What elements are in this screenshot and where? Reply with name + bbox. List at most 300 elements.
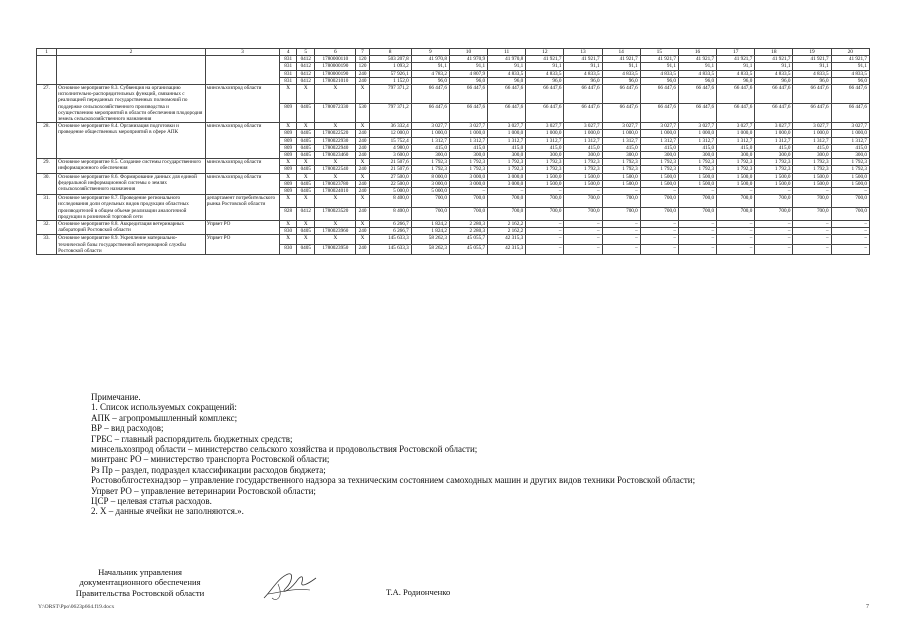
activity-name: Основное мероприятие 8.5. Создание системы государственного информационного обеспечения xyxy=(57,159,206,173)
table-cell: X xyxy=(356,173,369,180)
table-cell: 3 000,0 xyxy=(488,180,526,187)
table-cell: 809 xyxy=(280,180,297,187)
table-cell: 1780023520 xyxy=(315,208,356,221)
table-cell: 96,0 xyxy=(755,77,793,84)
table-cell: 66 447,6 xyxy=(640,104,678,123)
table-cell: 12 000,0 xyxy=(369,130,411,137)
table-cell: 700,0 xyxy=(755,208,793,221)
table-cell: 91,1 xyxy=(678,63,716,70)
budget-table-container xyxy=(36,48,870,255)
table-cell: – xyxy=(755,221,793,228)
table-cell: 1 312,7 xyxy=(526,137,564,144)
row-number: 29. xyxy=(37,159,57,173)
table-cell: X xyxy=(297,159,315,166)
table-cell: 300,0 xyxy=(488,152,526,159)
table-cell: 300,0 xyxy=(717,152,755,159)
activity-name: Основное мероприятие 8.4. Организация подготовки и проведение общественных мероприятий в сфере АПК xyxy=(57,123,206,159)
handwritten-signature xyxy=(258,568,322,604)
executor-name: Упрвет РО xyxy=(205,221,279,235)
table-cell: 415,0 xyxy=(755,144,793,151)
table-cell: X xyxy=(356,123,369,130)
table-cell: 42 315,3 xyxy=(488,245,526,255)
table-cell: 66 447,6 xyxy=(793,104,831,123)
table-cell: 96,0 xyxy=(678,77,716,84)
table-cell: – xyxy=(526,188,564,195)
header-cell: 19 xyxy=(793,49,831,56)
table-cell: 1 312,7 xyxy=(602,137,640,144)
table-cell: – xyxy=(717,221,755,228)
table-cell: X xyxy=(356,85,369,104)
table-cell: 1 792,3 xyxy=(793,166,831,173)
table-cell: 415,0 xyxy=(717,144,755,151)
table-cell: 96,0 xyxy=(793,77,831,84)
table-cell: 1780072330 xyxy=(315,104,356,123)
header-cell: 9 xyxy=(411,49,449,56)
table-cell: 120 xyxy=(356,63,369,70)
table-cell: 66 447,6 xyxy=(564,85,602,104)
header-row xyxy=(37,49,870,56)
table-cell: X xyxy=(315,235,356,245)
table-cell: 240 xyxy=(356,188,369,195)
table-row xyxy=(37,173,870,180)
table-cell: 2 280,3 xyxy=(449,228,487,235)
table-cell: 240 xyxy=(356,166,369,173)
table-cell: – xyxy=(564,228,602,235)
table-cell: – xyxy=(526,228,564,235)
signature-title xyxy=(60,567,220,598)
table-row xyxy=(37,221,870,228)
table-cell: 300,0 xyxy=(831,152,869,159)
table-cell: 1 312,7 xyxy=(678,137,716,144)
table-cell: 4 833,5 xyxy=(755,70,793,77)
table-cell: 1 500,0 xyxy=(602,173,640,180)
table-cell: 3 027,7 xyxy=(449,123,487,130)
table-cell: 41 970,8 xyxy=(411,56,449,63)
table-cell: 300,0 xyxy=(602,152,640,159)
table-cell: 3 027,7 xyxy=(793,123,831,130)
table-cell: 91,1 xyxy=(793,63,831,70)
table-cell: X xyxy=(280,159,297,166)
table-cell: 41 921,7 xyxy=(717,56,755,63)
table-cell: 66 447,6 xyxy=(755,104,793,123)
table-cell: 240 xyxy=(356,180,369,187)
note-line: Упрвет РО – управление ветеринарии Ростовской области; xyxy=(91,485,316,496)
table-cell: 1 000,0 xyxy=(831,130,869,137)
table-cell: 830 xyxy=(280,245,297,255)
activity-name: Основное мероприятие 8.8. Аккредитация ветеринарных лабораторий Ростовской области xyxy=(57,221,206,235)
header-cell: 1 xyxy=(37,49,57,56)
table-cell: 4 833,5 xyxy=(488,70,526,77)
table-cell: 5 000,0 xyxy=(369,188,411,195)
table-cell: 1780022520 xyxy=(315,130,356,137)
table-cell: 1 500,0 xyxy=(831,180,869,187)
table-cell: 0405 xyxy=(297,130,315,137)
table-cell: 0405 xyxy=(297,228,315,235)
note-line: 2. Х – данные ячейки не заполняются.». xyxy=(91,506,244,517)
table-cell: – xyxy=(755,235,793,245)
table-cell: 1 824,2 xyxy=(411,228,449,235)
header-cell: 8 xyxy=(369,49,411,56)
table-cell: X xyxy=(356,195,369,208)
table-cell: 700,0 xyxy=(831,195,869,208)
table-cell: 3 027,7 xyxy=(755,123,793,130)
table-cell: 700,0 xyxy=(488,195,526,208)
table-cell: 1 500,0 xyxy=(640,173,678,180)
table-cell: X xyxy=(315,85,356,104)
header-cell: 13 xyxy=(564,49,602,56)
table-cell: 2 162,2 xyxy=(488,221,526,228)
table-cell: X xyxy=(297,123,315,130)
table-cell: 66 447,6 xyxy=(602,104,640,123)
table-cell: 1 152,0 xyxy=(369,77,411,84)
table-cell: – xyxy=(755,188,793,195)
table-cell: – xyxy=(640,221,678,228)
table-cell: X xyxy=(356,235,369,245)
table-cell: 1780022930 xyxy=(315,137,356,144)
header-cell: 17 xyxy=(717,49,755,56)
table-cell: X xyxy=(356,159,369,166)
table-cell: 415,0 xyxy=(678,144,716,151)
table-cell: 66 447,6 xyxy=(488,85,526,104)
table-cell: 700,0 xyxy=(640,208,678,221)
table-cell: 300,0 xyxy=(449,152,487,159)
header-cell: 2 xyxy=(57,49,206,56)
table-cell: 1 000,0 xyxy=(755,130,793,137)
table-cell: 41 921,7 xyxy=(564,56,602,63)
budget-table xyxy=(36,48,870,255)
table-cell: 91,1 xyxy=(717,63,755,70)
table-cell: 66 447,6 xyxy=(411,85,449,104)
table-cell: 3 027,7 xyxy=(526,123,564,130)
table-cell: 0405 xyxy=(297,180,315,187)
note-line: ЦСР – целевая статья расходов. xyxy=(91,496,212,507)
table-cell: 1 792,3 xyxy=(526,166,564,173)
table-cell: 1 500,0 xyxy=(602,180,640,187)
table-cell: X xyxy=(280,173,297,180)
table-cell: 1 500,0 xyxy=(526,180,564,187)
table-cell: 700,0 xyxy=(602,195,640,208)
table-cell: 0405 xyxy=(297,166,315,173)
table-cell: 809 xyxy=(280,166,297,173)
note-line: Рз Пр – раздел, подраздел классификации расходов бюджета; xyxy=(91,464,326,475)
table-cell: 41 921,7 xyxy=(793,56,831,63)
table-row xyxy=(37,159,870,166)
table-row xyxy=(37,85,870,104)
table-cell: 300,0 xyxy=(640,152,678,159)
table-cell: 1 792,3 xyxy=(831,159,869,166)
table-cell: 91,1 xyxy=(640,63,678,70)
table-cell: 66 447,6 xyxy=(602,85,640,104)
table-cell: 300,0 xyxy=(755,152,793,159)
note-line: АПК – агропромышленный комплекс; xyxy=(91,412,238,423)
table-cell: 300,0 xyxy=(793,152,831,159)
table-cell: 1780000190 xyxy=(315,70,356,77)
table-cell: X xyxy=(280,221,297,228)
table-cell: 41 921,7 xyxy=(640,56,678,63)
table-cell: 96,0 xyxy=(640,77,678,84)
executor-name: минсельхозпрод области xyxy=(205,173,279,195)
table-cell: 66 447,6 xyxy=(488,104,526,123)
table-cell: X xyxy=(315,195,356,208)
table-cell: – xyxy=(640,245,678,255)
table-cell: 1780000190 xyxy=(315,63,356,70)
table-cell: 0412 xyxy=(297,208,315,221)
table-cell: 6 266,7 xyxy=(369,228,411,235)
table-cell: 120 xyxy=(356,56,369,63)
row-number: 31. xyxy=(37,195,57,221)
table-cell: 41 921,7 xyxy=(526,56,564,63)
table-cell: 700,0 xyxy=(678,195,716,208)
table-cell: 15 752,4 xyxy=(369,137,411,144)
table-cell: 1 312,7 xyxy=(640,137,678,144)
table-cell: 4 833,5 xyxy=(602,70,640,77)
table-cell: 145 633,3 xyxy=(369,235,411,245)
table-cell: 300,0 xyxy=(411,152,449,159)
table-cell: – xyxy=(793,245,831,255)
table-cell: 1 000,0 xyxy=(640,130,678,137)
header-cell: 14 xyxy=(602,49,640,56)
table-cell: 5 000,0 xyxy=(411,188,449,195)
table-cell: – xyxy=(831,245,869,255)
table-cell: 1 792,3 xyxy=(717,159,755,166)
table-cell: 240 xyxy=(356,228,369,235)
table-cell: 415,0 xyxy=(488,144,526,151)
table-cell: – xyxy=(564,245,602,255)
table-cell: 3 000,0 xyxy=(411,180,449,187)
table-cell: X xyxy=(315,173,356,180)
table-cell: 415,0 xyxy=(640,144,678,151)
table-cell: 809 xyxy=(280,144,297,151)
table-cell: 1 792,3 xyxy=(488,166,526,173)
table-cell: 1 792,3 xyxy=(411,166,449,173)
table-cell: 0405 xyxy=(297,152,315,159)
table-cell: 700,0 xyxy=(488,208,526,221)
table-cell: 1780000110 xyxy=(315,56,356,63)
table-cell: 831 xyxy=(280,77,297,84)
table-cell: 1 792,3 xyxy=(526,159,564,166)
table-cell: 1 000,0 xyxy=(678,130,716,137)
table-cell: 3 027,7 xyxy=(831,123,869,130)
table-cell: 1 000,0 xyxy=(602,130,640,137)
table-cell: 3 027,7 xyxy=(488,123,526,130)
table-cell: 1 312,7 xyxy=(831,137,869,144)
table-cell: 66 447,6 xyxy=(564,104,602,123)
table-cell: 1 000,0 xyxy=(793,130,831,137)
table-cell: – xyxy=(449,188,487,195)
table-cell: 0405 xyxy=(297,188,315,195)
table-cell: 700,0 xyxy=(793,208,831,221)
table-cell: 42 315,3 xyxy=(488,235,526,245)
table-cell: 1 792,3 xyxy=(564,166,602,173)
table-cell: 503 207,8 xyxy=(369,56,411,63)
header-cell: 3 xyxy=(205,49,279,56)
table-cell: 700,0 xyxy=(411,195,449,208)
table-cell: 66 447,6 xyxy=(526,104,564,123)
table-cell: – xyxy=(755,228,793,235)
signatory-name: Т.А. Родионченко xyxy=(386,587,451,597)
activity-name: Основное мероприятие 8.7. Проведение регионального исследования доли отдельных видов продукции областных производителей в общем объеме реализации аналогичной продукции в розничной торговой сети xyxy=(57,195,206,221)
table-cell: – xyxy=(831,235,869,245)
note-line: 1. Список используемых сокращений: xyxy=(91,402,237,413)
table-cell: 1 312,7 xyxy=(564,137,602,144)
table-cell: 57 926,1 xyxy=(369,70,411,77)
executor-name: департамент потребительского рынка Ростовской области xyxy=(205,195,279,221)
table-cell: 530 xyxy=(356,104,369,123)
note-line: минтранс РО – министерство транспорта Ростовской области; xyxy=(91,454,330,465)
table-cell: 4 980,0 xyxy=(369,144,411,151)
table-cell: – xyxy=(678,235,716,245)
table-cell: 3 000,0 xyxy=(449,173,487,180)
table-cell: 3 027,7 xyxy=(678,123,716,130)
table-cell: 0412 xyxy=(297,77,315,84)
document-path: Y:\ORST\Ppo\0623p664.f19.docx xyxy=(38,604,115,610)
table-cell: – xyxy=(678,221,716,228)
table-cell: – xyxy=(831,221,869,228)
table-cell: 91,1 xyxy=(831,63,869,70)
table-cell: 828 xyxy=(280,208,297,221)
table-cell: 415,0 xyxy=(793,144,831,151)
table-cell: 66 447,6 xyxy=(793,85,831,104)
table-cell: 700,0 xyxy=(678,208,716,221)
header-cell: 10 xyxy=(449,49,487,56)
row-number: 30. xyxy=(37,173,57,195)
table-cell: 700,0 xyxy=(411,208,449,221)
note-line: минсельхозпрод области – министерство сельского хозяйства и продовольствия Ростовской области; xyxy=(91,444,478,455)
table-cell: – xyxy=(564,221,602,228)
table-cell: 1 312,7 xyxy=(488,137,526,144)
table-cell: 1 792,3 xyxy=(602,159,640,166)
header-cell: 16 xyxy=(678,49,716,56)
table-cell: 1780023780 xyxy=(315,180,356,187)
table-cell: 700,0 xyxy=(526,208,564,221)
table-cell: 1 792,3 xyxy=(602,166,640,173)
table-cell: 240 xyxy=(356,152,369,159)
activity-name: Основное мероприятие 8.3. Субвенция на организацию исполнительно-распорядительных функций, связанных с реализацией переданных государственных полномочий по поддержке сельскохозяйственного производства и осуществлению мероприятий в области обеспечения плодородия земель сельскохозяйственного назначения xyxy=(57,85,206,123)
table-cell: X xyxy=(315,123,356,130)
table-cell: – xyxy=(793,221,831,228)
table-cell: 96,0 xyxy=(717,77,755,84)
table-cell: 8 400,0 xyxy=(369,208,411,221)
table-cell: – xyxy=(564,235,602,245)
table-cell: 809 xyxy=(280,130,297,137)
table-cell: 4 807,9 xyxy=(449,70,487,77)
table-cell: 240 xyxy=(356,130,369,137)
table-cell: 1780022940 xyxy=(315,144,356,151)
table-cell: 96,0 xyxy=(449,77,487,84)
table-cell: 58 262,3 xyxy=(411,235,449,245)
table-cell: 1 792,3 xyxy=(793,159,831,166)
signature-title-line: Правительства Ростовской области xyxy=(75,587,205,598)
table-cell: 1 312,7 xyxy=(793,137,831,144)
table-cell: 809 xyxy=(280,188,297,195)
table-cell: – xyxy=(717,235,755,245)
table-cell: 3 027,7 xyxy=(640,123,678,130)
table-cell: 240 xyxy=(356,245,369,255)
table-cell: 240 xyxy=(356,208,369,221)
table-cell: 1 792,3 xyxy=(678,166,716,173)
table-cell: 700,0 xyxy=(831,208,869,221)
table-cell: 66 447,6 xyxy=(640,85,678,104)
table-cell: 66 447,6 xyxy=(411,104,449,123)
table-cell: 4 833,5 xyxy=(793,70,831,77)
table-cell: 1780023950 xyxy=(315,245,356,255)
table-cell: 1 500,0 xyxy=(678,173,716,180)
table-cell: 0405 xyxy=(297,104,315,123)
table-cell: 1 792,3 xyxy=(831,166,869,173)
header-cell: 4 xyxy=(280,49,297,56)
table-cell: 700,0 xyxy=(640,195,678,208)
table-cell: 240 xyxy=(356,77,369,84)
table-cell: 1780023460 xyxy=(315,152,356,159)
table-cell: 96,0 xyxy=(602,77,640,84)
table-cell: – xyxy=(526,221,564,228)
page-number: 7 xyxy=(866,604,869,610)
table-cell: 66 447,6 xyxy=(526,85,564,104)
table-cell: 66 447,6 xyxy=(831,104,869,123)
table-cell: – xyxy=(602,235,640,245)
table-cell: 21 507,6 xyxy=(369,166,411,173)
activity-name xyxy=(57,56,206,85)
table-cell: 58 262,3 xyxy=(411,245,449,255)
table-cell: 1780021010 xyxy=(315,77,356,84)
table-cell: 4 833,5 xyxy=(678,70,716,77)
table-cell: 1 792,3 xyxy=(449,166,487,173)
table-cell: – xyxy=(602,245,640,255)
table-cell: 1 312,7 xyxy=(411,137,449,144)
table-cell: 809 xyxy=(280,152,297,159)
table-cell: X xyxy=(280,235,297,245)
executor-name: минсельхозпрод области xyxy=(205,159,279,173)
table-cell: 1 824,2 xyxy=(411,221,449,228)
table-cell: – xyxy=(602,228,640,235)
table-cell: – xyxy=(526,235,564,245)
table-cell: 91,1 xyxy=(449,63,487,70)
table-cell: 1 792,3 xyxy=(411,159,449,166)
table-cell: 0405 xyxy=(297,245,315,255)
table-row xyxy=(37,56,870,63)
table-cell: 66 447,6 xyxy=(831,85,869,104)
table-cell: 4 833,5 xyxy=(640,70,678,77)
table-cell: 41 970,8 xyxy=(488,56,526,63)
table-cell: 4 833,5 xyxy=(717,70,755,77)
table-cell: 3 000,0 xyxy=(449,180,487,187)
table-cell: 1 500,0 xyxy=(755,173,793,180)
table-cell: 3 027,7 xyxy=(717,123,755,130)
table-cell: – xyxy=(640,188,678,195)
table-cell: 1 500,0 xyxy=(755,180,793,187)
header-cell: 15 xyxy=(640,49,678,56)
table-cell: 240 xyxy=(356,137,369,144)
table-cell: – xyxy=(602,188,640,195)
table-cell: 2 162,2 xyxy=(488,228,526,235)
table-cell: 0405 xyxy=(297,137,315,144)
table-cell: 1 500,0 xyxy=(717,180,755,187)
signature-title-line: документационного обеспечения xyxy=(79,577,201,588)
table-cell: 797 371,2 xyxy=(369,85,411,104)
table-cell: 1780022540 xyxy=(315,166,356,173)
table-cell: 1780023960 xyxy=(315,228,356,235)
executor-name: Упрвет РО xyxy=(205,235,279,255)
table-cell: 66 447,6 xyxy=(678,104,716,123)
table-cell: X xyxy=(280,123,297,130)
table-cell: 3 027,7 xyxy=(411,123,449,130)
table-cell: – xyxy=(717,228,755,235)
note-line: Примечание. xyxy=(91,392,141,402)
header-cell: 5 xyxy=(297,49,315,56)
table-cell: 1 000,0 xyxy=(564,130,602,137)
table-cell: X xyxy=(297,85,315,104)
table-cell: 96,0 xyxy=(488,77,526,84)
